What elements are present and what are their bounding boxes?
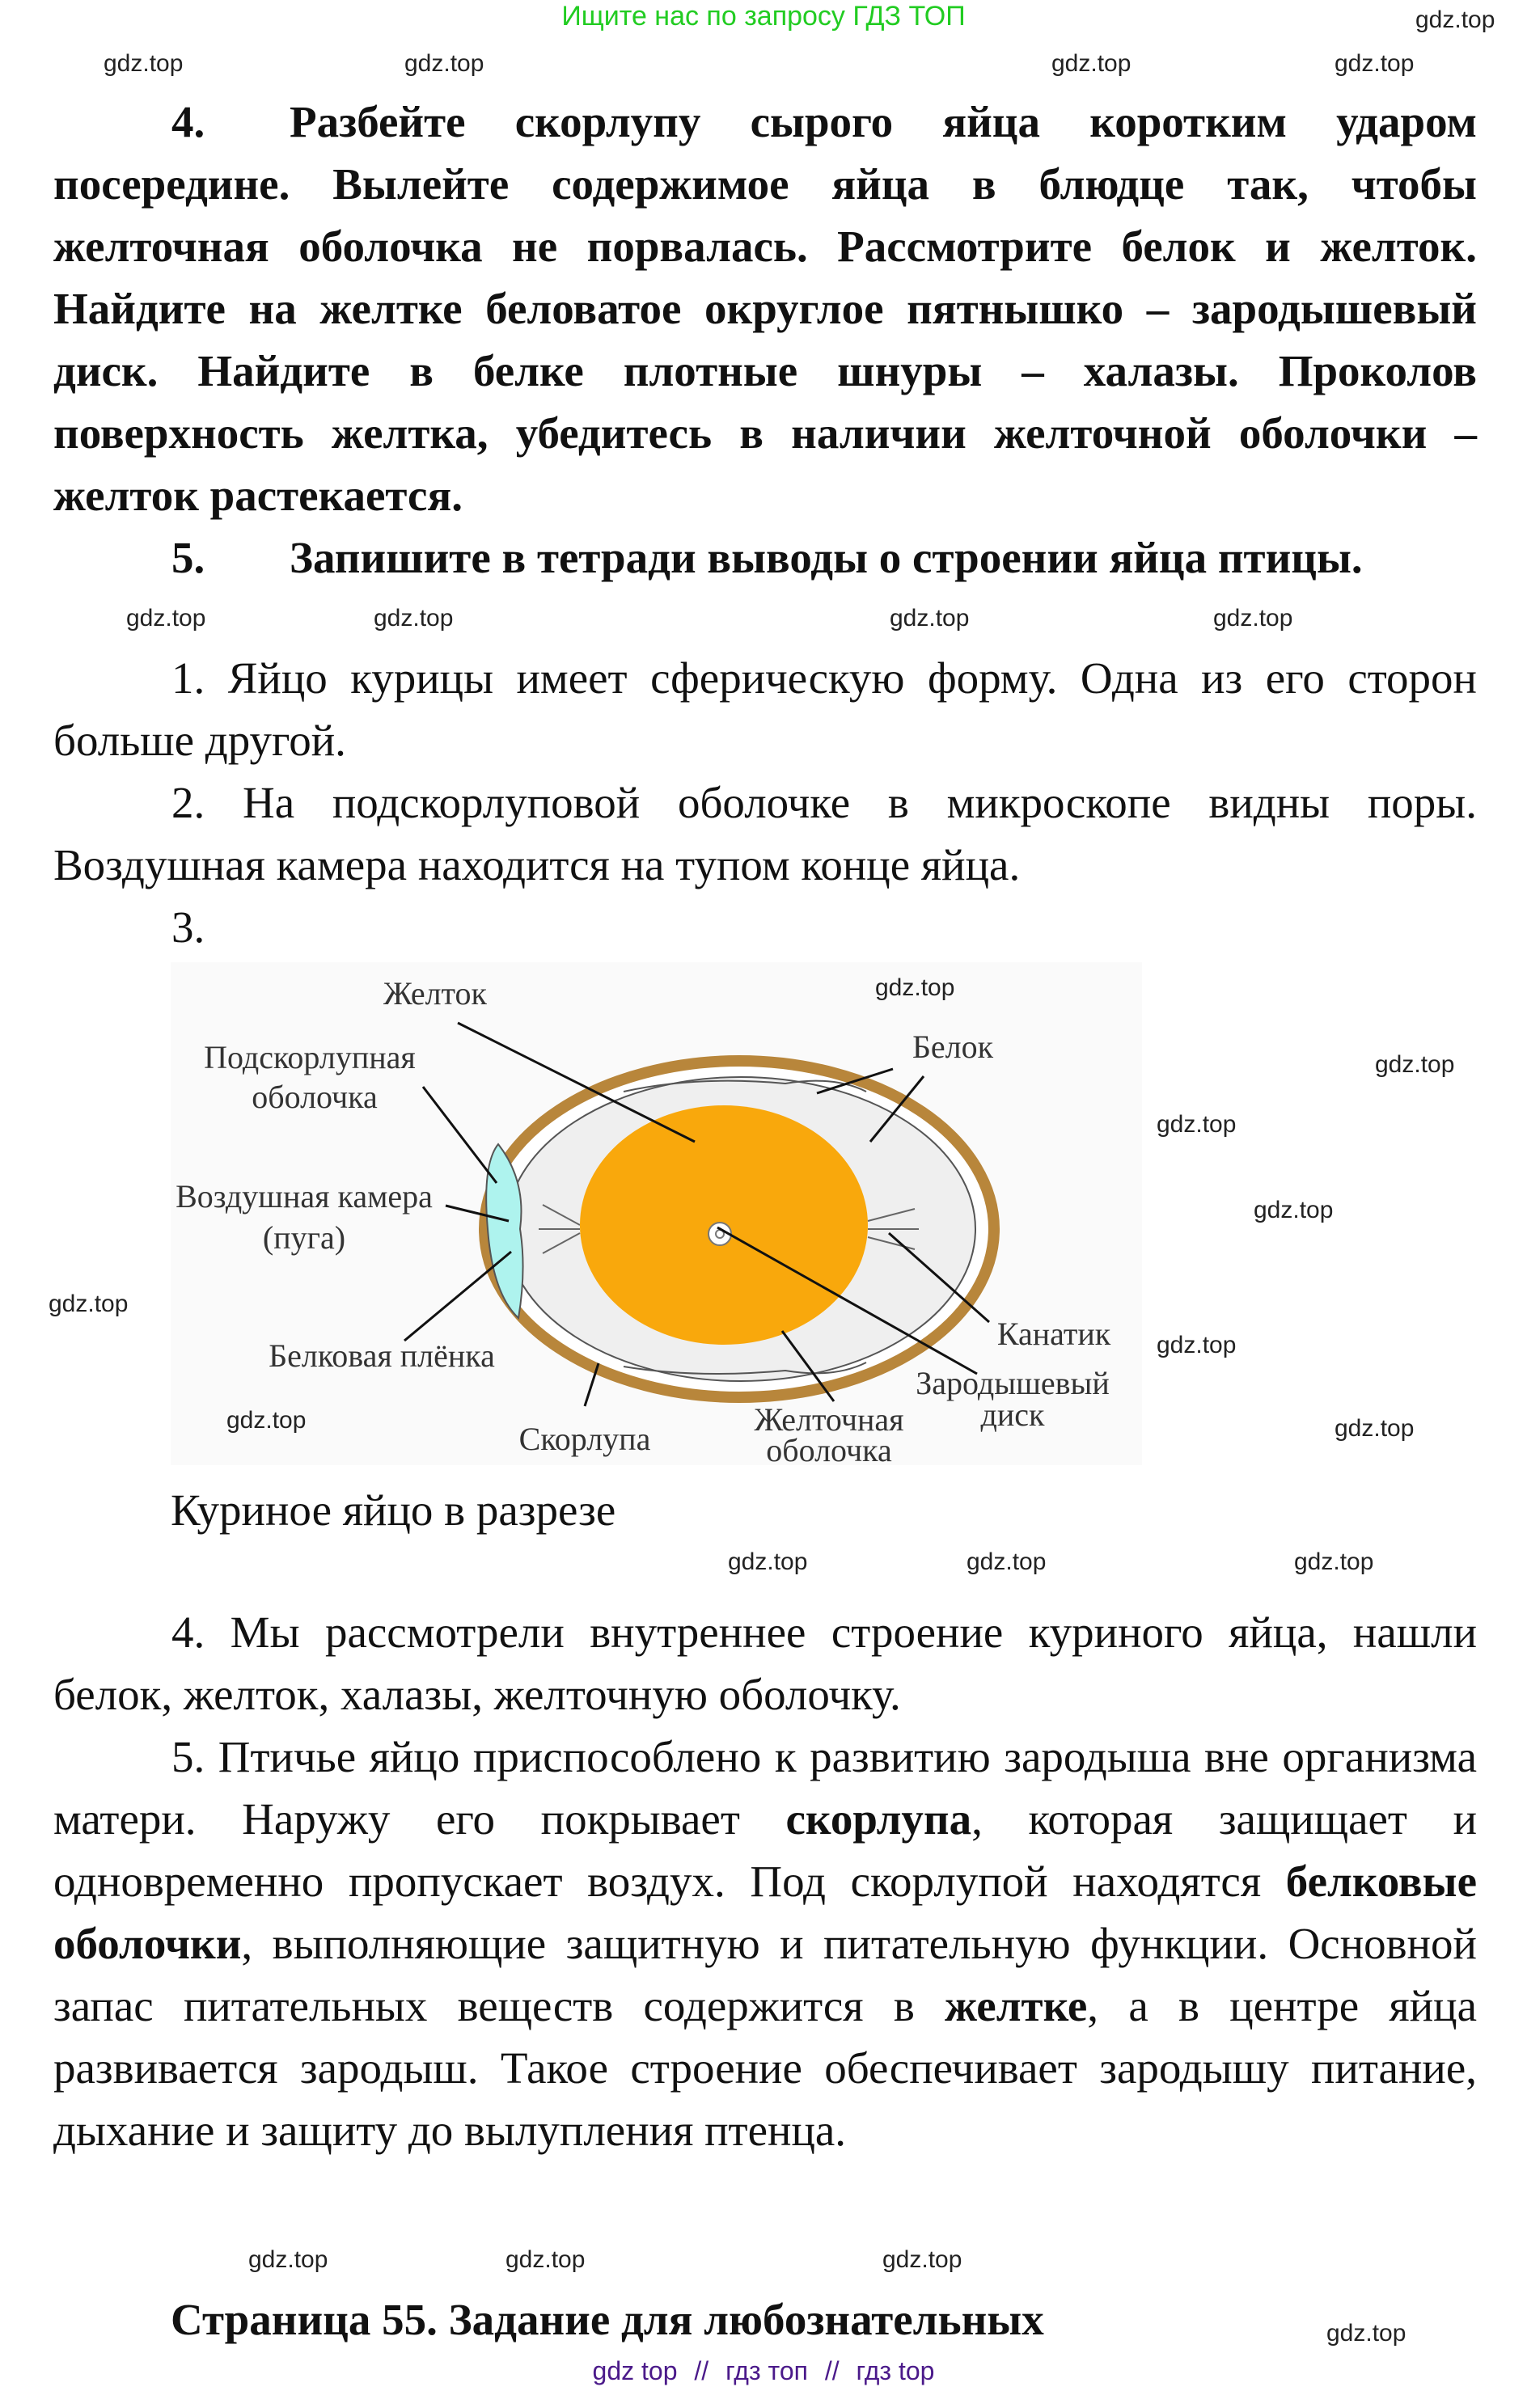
watermark: gdz.top — [126, 605, 206, 632]
answer-5-text: , выполняющие защитную и питательную функции. Основной запас питательных веществ содержится в — [53, 1919, 1477, 2030]
footer-separator: // — [824, 2356, 840, 2385]
answer-5-bold: белковые оболочки — [53, 1857, 1477, 1968]
watermark: gdz.top — [728, 1548, 808, 1575]
watermark: gdz.top — [404, 50, 484, 77]
task-5-text: Запишите в тетради выводы о строении яйца птицы. — [290, 533, 1363, 582]
label-yolk: Желток — [383, 975, 487, 1012]
search-banner: Ищите нас по запросу ГДЗ ТОП — [561, 1, 966, 32]
watermark: gdz.top — [1326, 2320, 1406, 2347]
watermark: gdz.top — [1051, 50, 1132, 77]
watermark: gdz.top — [890, 605, 970, 632]
watermark: gdz.top — [1157, 1332, 1237, 1358]
task-4 — [53, 91, 1477, 526]
answer-3 — [53, 896, 1477, 958]
watermark: gdz.top — [1157, 1111, 1237, 1138]
footer-separator: // — [694, 2356, 709, 2385]
figure-caption: Куриное яйцо в разрезе — [171, 1485, 616, 1535]
label-albumen-film: Белковая плёнка — [269, 1337, 495, 1374]
watermark: gdz.top — [248, 2246, 328, 2273]
label-chalaza: Канатик — [996, 1316, 1111, 1352]
task-4-text: Разбейте скорлупу сырого яйца коротким ударом посередине. Вылейте содержимое яйца в блюдце так, чтобы желточная оболочка не порвалась. Рассмотрите белок и желток. Найдите на желтке беловатое округлое пятнышко – зародышевый диск. Найдите в белке плотные шнуры – халазы. Проколов поверхность желтка, убедитесь в наличии желточной оболочки – желток растекается. — [53, 97, 1477, 520]
label-air-cell-1: Воздушная камера — [176, 1178, 433, 1215]
watermark: gdz.top — [1294, 1548, 1374, 1575]
watermark: gdz.top — [374, 605, 454, 632]
answer-2: 2. На подскорлуповой оболочке в микроскопе видны поры. Воздушная камера находится на тупом конце яйца. — [53, 778, 1477, 889]
watermark: gdz.top — [505, 2246, 586, 2273]
label-germinal-1: Зародышевый — [916, 1365, 1110, 1401]
answers-section-1 — [53, 647, 1477, 958]
answer-5 — [53, 1726, 1477, 2161]
task-4-number: 4. — [171, 97, 205, 146]
watermark: gdz.top — [1375, 1051, 1455, 1078]
label-air-cell-2: (пуга) — [262, 1219, 346, 1256]
footer-link[interactable]: гдз top — [856, 2356, 935, 2385]
task-5 — [53, 526, 1477, 589]
watermark: gdz.top — [1335, 50, 1415, 77]
next-section-heading: Страница 55. Задание для любознательных — [171, 2295, 1044, 2344]
watermark: gdz.top — [226, 1407, 307, 1434]
task-5-number: 5. — [171, 533, 205, 582]
answer-5-text: 5. Птичье яйцо приспособлено к развитию зародыша вне организма матери. Наружу его покрывает — [53, 1732, 1477, 1844]
answers-section-2 — [53, 1601, 1477, 2161]
label-shell: Скорлупа — [518, 1421, 651, 1457]
answer-5-text: , которая защищает и одновременно пропускает воздух. Под скорлупой находятся — [53, 1794, 1478, 1906]
label-vitelline-1: Желточная — [754, 1401, 904, 1438]
footer-links — [0, 2355, 1527, 2387]
watermark: gdz.top — [1335, 1415, 1415, 1442]
answer-5-bold: скорлупа — [785, 1794, 972, 1844]
label-albumen: Белок — [912, 1029, 994, 1065]
answer-5-bold: желтке — [945, 1981, 1088, 2030]
watermark: gdz.top — [1415, 6, 1495, 33]
watermark: gdz.top — [49, 1291, 129, 1317]
watermark: gdz.top — [1213, 605, 1293, 632]
label-germinal-2: диск — [980, 1396, 1045, 1433]
watermark: gdz.top — [967, 1548, 1047, 1575]
answer-3-text: 3. — [171, 902, 205, 952]
answer-4: 4. Мы рассмотрели внутреннее строение куриного яйца, нашли белок, желток, халазы, желточную оболочку. — [53, 1607, 1477, 1719]
egg-diagram — [171, 962, 1142, 1465]
watermark: gdz.top — [1254, 1197, 1334, 1223]
watermark: gdz.top — [875, 974, 955, 1001]
label-shell-membrane-2: оболочка — [252, 1079, 378, 1115]
answer-1: 1. Яйцо курицы имеет сферическую форму. Одна из его сторон больше другой. — [53, 653, 1477, 765]
footer-link[interactable]: гдз топ — [725, 2356, 808, 2385]
watermark: gdz.top — [882, 2246, 962, 2273]
tasks-section — [53, 91, 1477, 589]
label-vitelline-2: оболочка — [766, 1432, 892, 1465]
label-shell-membrane-1: Подскорлупная — [204, 1039, 416, 1075]
watermark: gdz.top — [104, 50, 184, 77]
answer-5-text: , а в центре яйца развивается зародыш. Такое строение обеспечивает зародышу питание, дыхание и защиту до вылупления птенца. — [53, 1981, 1477, 2155]
footer-link[interactable]: gdz top — [592, 2356, 678, 2385]
